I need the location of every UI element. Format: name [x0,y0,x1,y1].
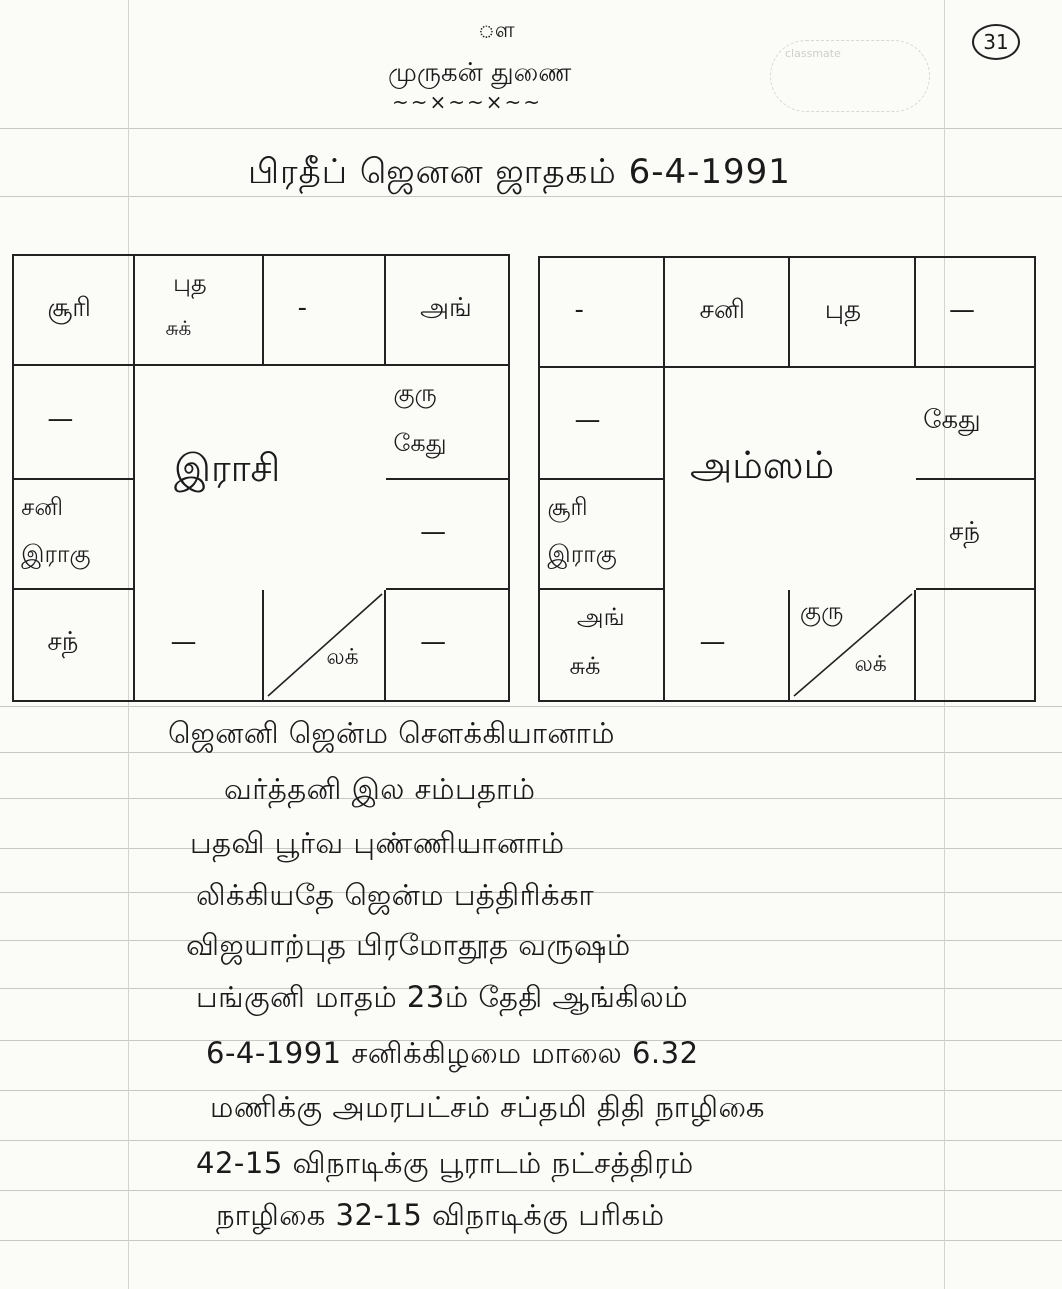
planet-label: புத [173,268,207,297]
chart-house-r3c0 [540,590,665,700]
planet-label: சூரி [47,292,91,323]
chart-house-r3c3 [386,590,508,700]
chart-house-r0c0 [540,258,665,368]
chart-house-r2c3 [386,480,508,590]
lagna-label: லக் [854,651,887,677]
planet-label: இராகு [547,540,617,569]
planet-label: சுக் [569,651,601,680]
chart-house-r1c0 [14,366,135,480]
invocation-underline: ~~×~~×~~ [392,90,543,114]
planet-label: — [699,627,726,658]
lagna-label: லக் [326,645,359,670]
notebook-stamp: classmate [770,40,930,112]
verse-line: பதவி பூர்வ புண்ணியானாம் [190,826,565,860]
amsam-center-label: அம்ஸம் [690,443,835,487]
planet-label: கேது [393,428,447,457]
chart-house-r1c3 [916,368,1034,480]
planet-label: — [170,627,197,658]
planet-label: சுக் [165,316,192,341]
planet-label: அங் [576,603,625,632]
planet-label: — [574,405,601,436]
rule-line [0,196,1062,197]
rule-line [0,1240,1062,1241]
chart-house-r2c0 [14,480,135,590]
planet-label: — [420,627,447,658]
planet-label: — [420,516,447,547]
verse-line: 6-4-1991 சனிக்கிழமை மாலை 6.32 [206,1036,699,1070]
rule-line [0,706,1062,707]
planet-label: சூரி [547,492,588,521]
chart-house-r3c3 [916,590,1034,700]
chart-house-r3c1 [665,590,790,700]
verse-line: வர்த்தனி இல சம்பதாம் [224,772,536,806]
chart-house-r1c0 [540,368,665,480]
planet-label: குரு [799,596,844,625]
page-title: பிரதீப் ஜெனன ஜாதகம் 6-4-1991 [248,152,791,192]
chart-house-r0c3 [386,256,508,366]
chart-house-r3c2 [790,590,916,700]
rule-line [0,1140,1062,1141]
planet-label: - [297,292,307,323]
verse-line: மணிக்கு அமரபட்சம் சப்தமி திதி நாழிகை [210,1090,765,1124]
invocation-text: முருகன் துணை [388,58,572,88]
chart-house-r1c3 [386,366,508,480]
verse-line: நாழிகை 32-15 விநாடிக்கு பரிகம் [216,1198,665,1232]
chart-house-r0c1 [135,256,264,366]
verse-line: விஜயாற்புத பிரமோதூத வருஷம் [186,928,631,962]
rasi-chart [12,254,510,702]
verse-line: பங்குனி மாதம் 23ம் தேதி ஆங்கிலம் [196,980,689,1014]
chart-house-r0c3 [916,258,1034,368]
chart-house-r0c2 [264,256,386,366]
chart-house-r3c0 [14,590,135,700]
chart-house-r0c1 [665,258,790,368]
lagna-diagonal [264,590,386,700]
planet-label: இராகு [21,540,91,569]
chart-house-r2c3 [916,480,1034,590]
verse-line: லிக்கியதே ஜென்ம பத்திரிக்கா [196,878,595,912]
verse-line: ஜெனனி ஜென்ம சௌக்கியானாம் [168,716,615,750]
rule-line [0,1190,1062,1191]
planet-label: சனி [21,492,64,521]
planet-label: குரு [393,379,437,408]
planet-label: சந் [47,627,79,658]
amsam-chart [538,256,1036,702]
chart-house-r2c0 [540,480,665,590]
chart-house-r3c1 [135,590,264,700]
planet-label: — [47,404,74,435]
planet-label: சந் [949,516,981,547]
chart-house-r3c2 [264,590,386,700]
rule-line [0,128,1062,129]
rasi-center-label: இராசி [174,446,281,490]
planet-label: - [574,294,584,325]
planet-label: புத [824,294,862,325]
planet-label: சனி [699,294,745,325]
chart-house-r0c0 [14,256,135,366]
planet-label: கேது [923,405,981,436]
planet-label: — [949,294,976,325]
verse-line: 42-15 விநாடிக்கு பூராடம் நட்சத்திரம் [196,1146,694,1180]
chart-house-r0c2 [790,258,916,368]
planet-label: அங் [420,292,472,323]
page-number: 31 [972,24,1020,60]
top-mark: ௗ [478,18,515,43]
